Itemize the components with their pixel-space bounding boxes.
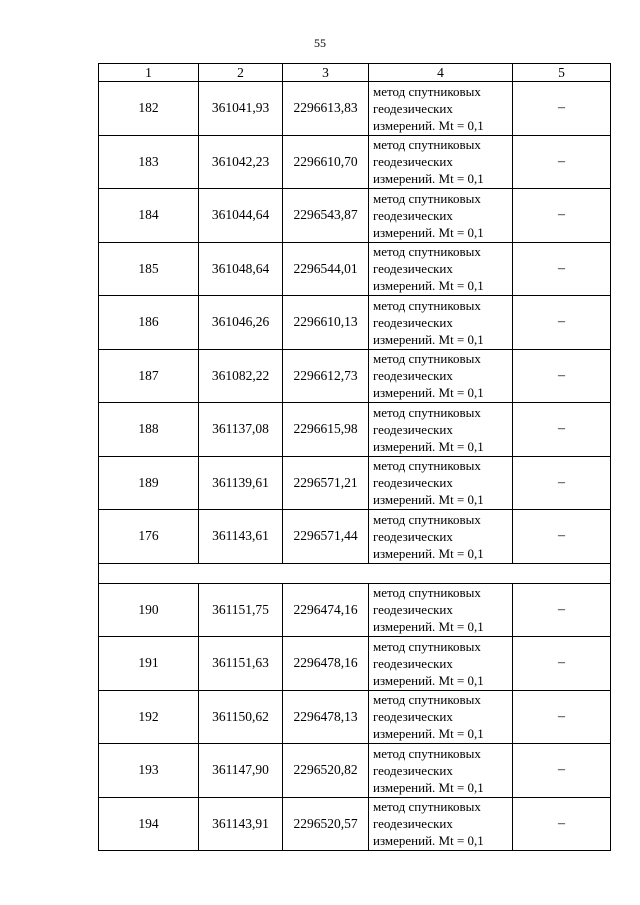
table-row [99,403,611,457]
point-cell: 187 [99,349,199,403]
header-col-5: 5 [513,64,611,82]
point-cell: 193 [99,744,199,798]
method-cell: метод спутниковых геодезических измерений. Mt = 0,1 [369,242,513,296]
table-row [99,637,611,691]
coordinates-table [98,63,611,851]
method-cell: метод спутниковых геодезических измерений. Mt = 0,1 [369,135,513,189]
x-coordinate-cell: 361143,91 [199,797,283,851]
y-coordinate-cell: 2296520,82 [283,744,369,798]
x-coordinate-cell: 361042,23 [199,135,283,189]
y-coordinate-cell: 2296571,21 [283,456,369,510]
x-coordinate-cell: 361151,63 [199,637,283,691]
table-row [99,456,611,510]
point-cell: 186 [99,296,199,350]
y-coordinate-cell: 2296544,01 [283,242,369,296]
y-coordinate-cell: 2296613,83 [283,82,369,136]
method-cell: метод спутниковых геодезических измерений. Mt = 0,1 [369,690,513,744]
y-coordinate-cell: 2296520,57 [283,797,369,851]
y-coordinate-cell: 2296610,70 [283,135,369,189]
y-coordinate-cell: 2296543,87 [283,189,369,243]
section-separator-cell [99,563,611,583]
table-row [99,349,611,403]
y-coordinate-cell: 2296478,13 [283,690,369,744]
point-cell: 192 [99,690,199,744]
x-coordinate-cell: 361048,64 [199,242,283,296]
note-cell: – [513,456,611,510]
note-cell: – [513,403,611,457]
x-coordinate-cell: 361151,75 [199,583,283,637]
note-cell: – [513,690,611,744]
table-row [99,135,611,189]
x-coordinate-cell: 361139,61 [199,456,283,510]
page-number: 55 [314,36,326,50]
y-coordinate-cell: 2296478,16 [283,637,369,691]
table-body [99,82,611,851]
method-cell: метод спутниковых геодезических измерений. Mt = 0,1 [369,349,513,403]
table-row [99,797,611,851]
x-coordinate-cell: 361150,62 [199,690,283,744]
point-cell: 176 [99,510,199,564]
x-coordinate-cell: 361082,22 [199,349,283,403]
note-cell: – [513,296,611,350]
y-coordinate-cell: 2296474,16 [283,583,369,637]
table-row [99,296,611,350]
x-coordinate-cell: 361137,08 [199,403,283,457]
point-cell: 183 [99,135,199,189]
point-cell: 185 [99,242,199,296]
point-cell: 184 [99,189,199,243]
x-coordinate-cell: 361143,61 [199,510,283,564]
table-row [99,189,611,243]
method-cell: метод спутниковых геодезических измерений. Mt = 0,1 [369,583,513,637]
point-cell: 191 [99,637,199,691]
method-cell: метод спутниковых геодезических измерений. Mt = 0,1 [369,456,513,510]
table-row [99,744,611,798]
x-coordinate-cell: 361041,93 [199,82,283,136]
table-header-row [99,64,611,82]
note-cell: – [513,242,611,296]
point-cell: 194 [99,797,199,851]
note-cell: – [513,189,611,243]
method-cell: метод спутниковых геодезических измерений. Mt = 0,1 [369,744,513,798]
method-cell: метод спутниковых геодезических измерений. Mt = 0,1 [369,189,513,243]
y-coordinate-cell: 2296571,44 [283,510,369,564]
note-cell: – [513,82,611,136]
method-cell: метод спутниковых геодезических измерений. Mt = 0,1 [369,403,513,457]
method-cell: метод спутниковых геодезических измерений. Mt = 0,1 [369,296,513,350]
y-coordinate-cell: 2296612,73 [283,349,369,403]
x-coordinate-cell: 361046,26 [199,296,283,350]
x-coordinate-cell: 361044,64 [199,189,283,243]
note-cell: – [513,744,611,798]
y-coordinate-cell: 2296610,13 [283,296,369,350]
header-col-2: 2 [199,64,283,82]
header-col-1: 1 [99,64,199,82]
section-separator-row [99,563,611,583]
note-cell: – [513,135,611,189]
method-cell: метод спутниковых геодезических измерений. Mt = 0,1 [369,797,513,851]
table-row [99,82,611,136]
method-cell: метод спутниковых геодезических измерений. Mt = 0,1 [369,637,513,691]
method-cell: метод спутниковых геодезических измерений. Mt = 0,1 [369,82,513,136]
note-cell: – [513,637,611,691]
note-cell: – [513,797,611,851]
point-cell: 190 [99,583,199,637]
header-col-4: 4 [369,64,513,82]
note-cell: – [513,510,611,564]
table-row [99,690,611,744]
point-cell: 189 [99,456,199,510]
y-coordinate-cell: 2296615,98 [283,403,369,457]
table-row [99,510,611,564]
method-cell: метод спутниковых геодезических измерений. Mt = 0,1 [369,510,513,564]
x-coordinate-cell: 361147,90 [199,744,283,798]
point-cell: 188 [99,403,199,457]
table-row [99,583,611,637]
point-cell: 182 [99,82,199,136]
header-col-3: 3 [283,64,369,82]
table-row [99,242,611,296]
note-cell: – [513,349,611,403]
note-cell: – [513,583,611,637]
